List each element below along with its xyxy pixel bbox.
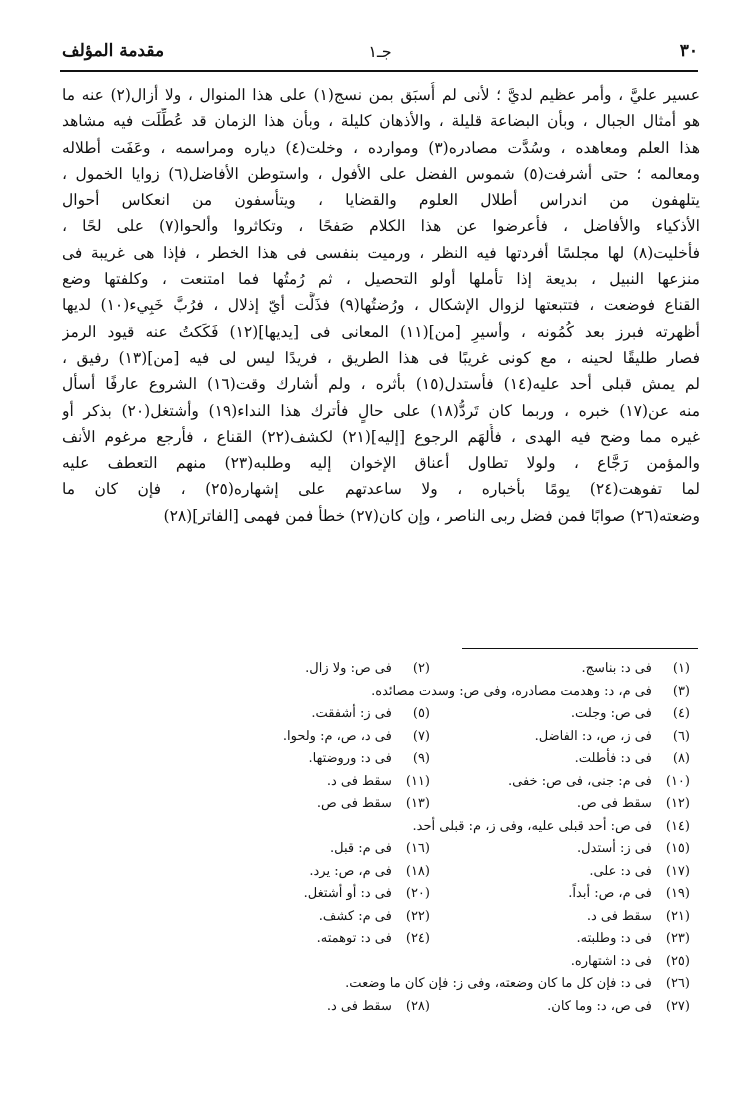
footnote-number: (١) [672,661,690,676]
footnote-text: فى د: فإن كل ما كان وضعته، وفى ز: فإن كان ما وضعت. [345,976,652,991]
footnote-text: سقط فى ص. [576,796,652,811]
footnote-row [150,973,690,996]
footnote-row [150,883,690,906]
footnote-number: (٩) [412,751,430,766]
footnote [430,771,690,794]
footnote-text: فى د: اشتهاره. [570,953,652,969]
footnote-text: سقط فى د. [326,998,392,1014]
footnote [430,838,690,861]
text-line: القناع فوضعت ، فتتبعتها لزوال الإشكال ، ورُضتُها(٩) فذَلَّت أيّ إذلال ، فرُبَّ خَبِيء(١٠) لديها [62,296,700,315]
text-line: ومعالمه ؛ حتى أشرفت(٥) شموس الفضل على الأفول ، واستوطن الأفاضل(٦) زوايا الخمول ، [62,164,700,183]
footnote-number: (١٦) [405,841,430,856]
footnote-text: فى د: وروضتها. [308,751,392,766]
text-line: منزعها النبيل ، بديعة إذا تأملها أولو التحصيل ، ثم رُمتُها فما امتنعت ، وكلفتها وضع [62,270,700,289]
footnote-number: (١٢) [665,796,690,811]
volume-label: جـ١ [368,41,392,61]
footnote-number: (٥) [412,706,430,721]
footnote-row [150,838,690,861]
footnote [345,973,690,996]
footnote-row [150,771,690,794]
footnote-row [150,861,690,884]
footnote-text: فى م: كشف. [318,908,392,924]
footnote-number: (٦) [672,728,690,744]
footnote [170,658,430,681]
footnote-number: (١٣) [405,796,430,811]
footnote-row [150,906,690,929]
footnote-number: (٢٥) [665,953,690,969]
text-line: وضعته(٢٦) صوابًا فمن فضل ربى الناصر ، وإن كان(٢٧) خطأ فمن فهمى [الفاتر](٢٨) [163,506,700,525]
footnote-text: فى د، ص، م: ولحوا. [282,728,392,744]
footnote [170,703,430,726]
footnote-text: فى د: فأطلت. [574,751,652,766]
footnote [430,906,690,929]
text-line: منه عن(١٧) خبره ، وربما كان تَردُّ(١٨) على حالٍ فأترك هذا النداء(١٩) وأشتغل(٢٠) بذكر أو [62,401,700,420]
section-title: مقدمة المؤلف [62,41,165,61]
footnote-row [150,726,690,749]
footnote-text: فى د: أو أشتغل. [303,886,392,901]
footnote [430,703,690,726]
footnote [170,996,430,1019]
footnote-text: فى د: توهمته. [316,931,392,946]
footnote-number: (٨) [672,751,690,766]
footnote-row [150,996,690,1019]
main-text [62,82,700,529]
text-line: غيره مما وضح فيه الهدى ، فأُلهَم الرجوع [إليه](٢١) لكشف(٢٢) القناع ، فأرجع مرغوم الأنف [62,427,700,446]
footnote-row [150,658,690,681]
footnote-number: (١٥) [665,841,690,856]
text-line: لما تفوهت(٢٤) يومًا بأخباره ، ولا ساعدتهم على إشهاره(٢٥) ، فإن كان ما [62,480,700,499]
footnote-row [150,703,690,726]
footnote [170,906,430,929]
footnote [571,951,690,974]
footnote [430,883,690,906]
footnote [170,838,430,861]
text-line: عسير عليَّ ، وأمر عظيم لديَّ ؛ لأنى لم أُسبَق بمن نسج(١) على هذا المنوال ، ولا أزال(٢) عنه ما [62,86,700,104]
footnote-row [150,748,690,771]
page-number: ٣٠ [679,41,698,61]
footnote-divider [462,648,698,649]
footnote-number: (٣) [672,683,690,699]
footnote [430,748,690,771]
text-line: لم يمش قبلى أحد عليه(١٤) فأستدل(١٥) بأثره ، ولم أشارك وقت(١٦) الشروع عارفًا أسأل [62,375,700,394]
footnote [170,726,430,749]
text-line: هو أمثال الجبال ، وبأن البضاعة قليلة ، والأذهان كليلة ، وبأن هذا الزمان قد عُطِّلَت فيه مشاهد [62,112,700,131]
text-line: يتلهفون من اندراس أطلال العلوم والقضايا ، ويتأسفون من انعكاس أحوال [62,191,700,210]
footnote-text: فى م، ص: أبداً. [568,886,652,901]
footnote [170,748,430,771]
text-line: فأخليت(٨) لها مجلسًا أفردتها فيه النظر ، ورميت بنفسى فى هذا الخطر ، فإذا هى غريبة فى [62,243,700,262]
footnote-text: فى ص: وجلت. [570,706,652,721]
footnote-number: (١٩) [665,886,690,901]
footnote [170,861,430,884]
footnote-number: (٢١) [665,908,690,924]
footnote-row [150,793,690,816]
text-line: فصار طليقًا لحينه ، مع كونى غريبًا فى هذا الطريق ، فريدًا ليس لى فيه [من](١٣) رفيق ، [62,348,700,367]
footnote-text: فى م، د: وهدمت مصادره، وفى ص: وسدت مصائده. [371,683,652,699]
footnote [430,793,690,816]
footnote-text: فى م: جنى، فى ص: خفى. [508,773,652,789]
footnote-number: (٢٧) [665,998,690,1014]
footnote-text: فى ز، ص، د: الفاضل. [534,728,652,744]
footnote [430,658,690,681]
footnote-text: سقط فى د. [586,908,652,924]
footnote-text: فى د: بناسج. [581,661,652,676]
footnote-row [150,816,690,839]
footnote [170,771,430,794]
running-header [62,36,698,66]
text-line: الأذكياء والأفاضل ، فأعرضوا عن هذا الكلام صَفحًا ، وتكاثروا وألحوا(٧) على لحًا ، [62,217,700,236]
footnote [170,883,430,906]
footnote [170,793,430,816]
footnote-text: فى ص: أحد قبلى عليه، وفى ز، م: قبلى أحد. [412,818,652,834]
footnote [413,816,691,839]
footnote-number: (٢) [412,661,430,676]
footnote-text: فى ص، د: وما كان. [547,998,652,1014]
footnote-number: (١٤) [665,818,690,834]
footnote-number: (٢٦) [665,976,690,991]
text-line: والمؤمن رَجَّاع ، ولولا تطاول أعناق الإخوان إليه وطلبه(٢٣) منهم التعطف عليه [62,454,700,473]
footnote-row [150,928,690,951]
footnote-number: (٢٤) [405,931,430,946]
text-line: أظهرته فبرز بعد كُمُونه ، وأسيرِ [من](١١) المعانى فى [يديها](١٢) فَكَكتُ عنه قيود الرمز [62,322,700,341]
footnote-text: فى م: قبل. [330,841,392,856]
footnote-text: سقط فى ص. [316,796,392,811]
footnote [430,726,690,749]
footnote-number: (٢٢) [405,908,430,924]
footnote [430,928,690,951]
footnote-text: فى ز: أستدل. [577,841,652,856]
footnote [170,928,430,951]
text-line: هذا العلم ومعاهده ، وسُدَّت مصادره(٣) وموارده ، وخلت(٤) دياره ومراسمه ، وعَفَت أطلاله [62,138,700,157]
footnote-text: فى د: على. [589,863,652,879]
footnote-text: سقط فى د. [326,773,392,789]
footnote-number: (١٠) [665,773,690,789]
footnote-text: فى ص: ولا زال. [305,661,392,676]
footnote-text: فى م، ص: يرد. [309,863,392,879]
footnotes [150,658,690,1018]
footnote [430,861,690,884]
footnote-text: فى ز: أشفقت. [311,706,392,721]
footnote [430,996,690,1019]
footnote-row [150,951,690,974]
footnote-number: (٢٠) [405,886,430,901]
footnote-number: (١٧) [665,863,690,879]
footnote-number: (٢٨) [405,998,430,1014]
footnote [371,681,690,704]
footnote-number: (٧) [412,728,430,744]
footnote-number: (١٨) [405,863,430,879]
footnote-text: فى د: وطلبته. [576,931,652,946]
footnote-number: (٢٣) [665,931,690,946]
header-divider [60,70,698,72]
footnote-row [150,681,690,704]
footnote-number: (٤) [672,706,690,721]
footnote-number: (١١) [405,773,430,789]
